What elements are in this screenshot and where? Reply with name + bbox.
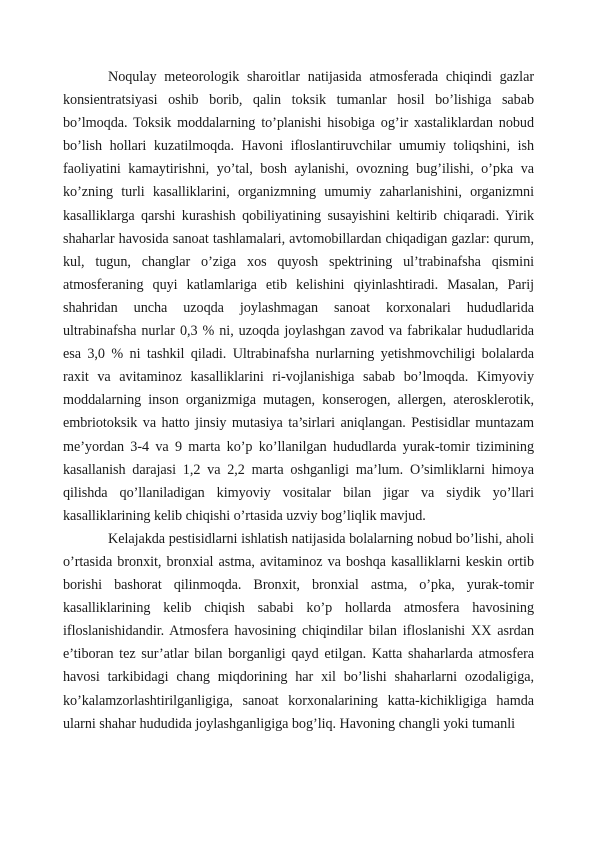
document-page bbox=[63, 66, 534, 736]
paragraph-1: Noqulay meteorologik sharoitlar natijasida atmosferada chiqindi gazlar konsientratsiyasi oshib borib, qalin toksik tumanlar hosil bo’lishiga sabab bo’lmoqda. Toksik moddalarning to’planishi hisobiga og’ir xastaliklardan nobud bo’lish hollari kuzatilmoqda. Havoni ifloslantiruvchilar umumiy toliqshini, ish faoliyatini kamaytirishni, yo’tal, bosh aylanishi, ovozning bug’ilishi, o’pka va ko’zning turli kasalliklarini, organizmning umumiy zaharlanishini, organizmni kasalliklarga qarshi kurashish qobiliyatining susayishini keltirib chiqaradi. Yirik shaharlar havosida sanoat tashlamalari, avtomobillardan chiqadigan gazlar: qurum, kul, tugun, changlar o’ziga xos quyosh spektrining ul’trabinafsha qismini atmosferaning quyi katlamlariga etib kelishini qiyinlashtiradi. Masalan, Parij shahridan uncha uzoqda joylashmagan sanoat korxonalari hududlarida ultrabinafsha nurlar 0,3 % ni, uzoqda joylashgan zavod va fabrikalar hududlarida esa 3,0 % ni tashkil qiladi. Ultrabinafsha nurlarning yetishmovchiligi bolalarda raxit va avitaminoz kasalliklarini ri-vojlanishiga sabab bo’lmoqda. Kimyoviy moddalarning inson organizmiga mutagen, konserogen, allergen, aterosklerotik, embriotoksik va hatto jinsiy mutasiya ta’sirlari aniqlangan. Pestisidlar muntazam me’yordan 3-4 va 9 marta ko’p ko’llanilgan hududlarda yurak-tomir tizimining kasallanish darajasi 1,2 va 2,2 marta oshganligi ma’lum. O’simliklarni himoya qilishda qo’llaniladigan kimyoviy vositalar bilan jigar va siydik yo’llari kasalliklarining kelib chiqishi o’rtasida uzviy bog’liqlik mavjud. bbox=[63, 69, 534, 524]
paragraph-2: Kelajakda pestisidlarni ishlatish natijasida bolalarning nobud bo’lishi, aholi o’rtasida bronxit, bronxial astma, avitaminoz va boshqa kasalliklarni keskin ortib borishi bashorat qilinmoqda. Bronxit, bronxial astma, o’pka, yurak-tomir kasalliklarining kelib chiqish sababi ko’p hollarda atmosfera havosining ifloslanishidandir. Atmosfera havosining chiqindilar bilan ifloslanishi XX asrdan e’tiboran tez sur’atlar bilan borganligi qayd etilgan. Katta shaharlarda atmosfera havosi tarkibidagi chang miqdorining har xil bo’lishi shaharlarni ozodaligiga, ko’kalamzorlashtirilganligiga, sanoat korxonalarining katta-kichikligiga hamda ularni shahar hududida joylashganligiga bog’liq. Havoning changli yoki tumanli bbox=[63, 530, 534, 732]
